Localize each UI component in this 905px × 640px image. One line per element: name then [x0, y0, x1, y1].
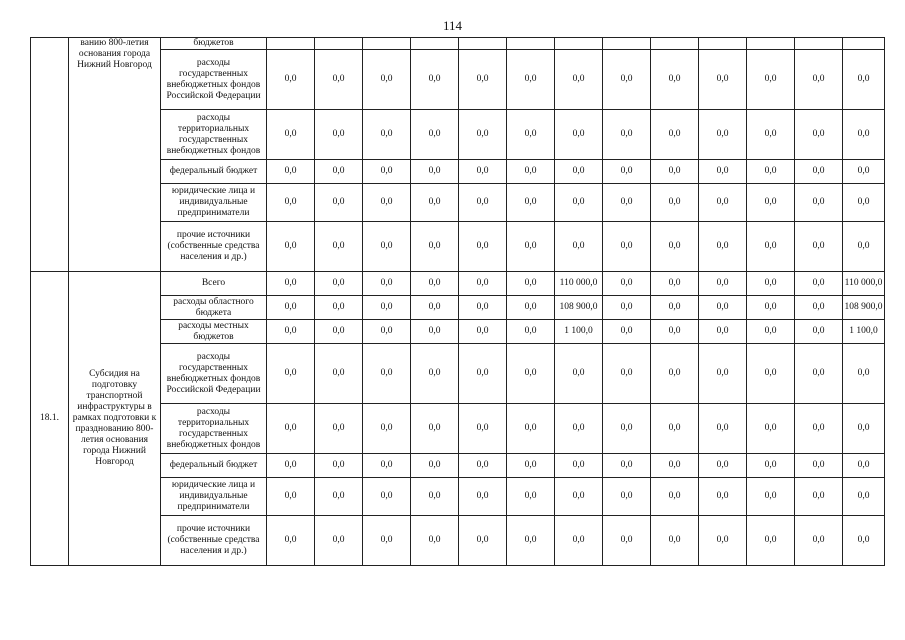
funding-source-label: юридические лица и индивидуальные предприниматели	[161, 184, 267, 222]
block-1	[31, 38, 885, 272]
value-cell: 0,0	[555, 454, 603, 478]
value-cell: 0,0	[603, 160, 651, 184]
value-cell: 0,0	[459, 516, 507, 566]
value-cell: 0,0	[699, 320, 747, 344]
value-cell: 0,0	[747, 516, 795, 566]
value-cell: 0,0	[843, 50, 885, 110]
value-cell: 0,0	[411, 454, 459, 478]
value-cell: 0,0	[555, 516, 603, 566]
value-cell: 0,0	[651, 404, 699, 454]
value-cell: 0,0	[603, 110, 651, 160]
value-cell: 0,0	[795, 222, 843, 272]
value-cell: 0,0	[747, 454, 795, 478]
value-cell: 0,0	[267, 272, 315, 296]
value-cell: 0,0	[843, 478, 885, 516]
funding-source-label: расходы местных бюджетов	[161, 320, 267, 344]
value-cell: 0,0	[603, 320, 651, 344]
value-cell: 0,0	[795, 296, 843, 320]
value-cell: 0,0	[747, 272, 795, 296]
value-cell: 0,0	[651, 160, 699, 184]
value-cell: 0,0	[411, 404, 459, 454]
value-cell: 0,0	[699, 296, 747, 320]
value-cell: 0,0	[795, 516, 843, 566]
value-cell: 0,0	[315, 320, 363, 344]
value-cell: 0,0	[363, 160, 411, 184]
value-cell: 0,0	[507, 404, 555, 454]
value-cell: 0,0	[507, 160, 555, 184]
value-cell: 0,0	[795, 320, 843, 344]
value-cell	[603, 38, 651, 50]
value-cell: 0,0	[459, 296, 507, 320]
value-cell: 0,0	[747, 184, 795, 222]
value-cell: 0,0	[555, 404, 603, 454]
value-cell: 0,0	[699, 50, 747, 110]
value-cell: 0,0	[363, 454, 411, 478]
value-cell: 0,0	[699, 478, 747, 516]
value-cell: 0,0	[315, 516, 363, 566]
funding-source-label: прочие источники (собственные средства населения и др.)	[161, 516, 267, 566]
value-cell: 0,0	[267, 454, 315, 478]
value-cell: 0,0	[315, 184, 363, 222]
value-cell: 0,0	[555, 50, 603, 110]
value-cell: 0,0	[795, 478, 843, 516]
value-cell: 0,0	[459, 344, 507, 404]
value-cell: 0,0	[411, 222, 459, 272]
value-cell: 0,0	[267, 296, 315, 320]
value-cell	[363, 38, 411, 50]
value-cell: 0,0	[363, 222, 411, 272]
value-cell: 0,0	[651, 296, 699, 320]
value-cell: 110 000,0	[555, 272, 603, 296]
value-cell: 0,0	[843, 184, 885, 222]
item-name: ванию 800-летия основания города Нижний Новгород	[69, 38, 161, 272]
value-cell: 0,0	[459, 454, 507, 478]
value-cell: 0,0	[267, 478, 315, 516]
value-cell: 0,0	[507, 296, 555, 320]
value-cell: 0,0	[363, 344, 411, 404]
value-cell: 0,0	[363, 272, 411, 296]
value-cell: 0,0	[603, 222, 651, 272]
value-cell	[843, 38, 885, 50]
value-cell: 0,0	[267, 344, 315, 404]
value-cell: 0,0	[699, 222, 747, 272]
funding-source-label: расходы государственных внебюджетных фондов Российской Федерации	[161, 50, 267, 110]
funding-source-label: расходы территориальных государственных внебюджетных фондов	[161, 110, 267, 160]
value-cell: 0,0	[747, 478, 795, 516]
value-cell	[507, 38, 555, 50]
value-cell: 0,0	[315, 344, 363, 404]
value-cell: 0,0	[267, 320, 315, 344]
value-cell: 0,0	[363, 478, 411, 516]
value-cell	[459, 38, 507, 50]
value-cell: 0,0	[843, 344, 885, 404]
value-cell: 0,0	[651, 110, 699, 160]
value-cell: 0,0	[315, 404, 363, 454]
value-cell: 0,0	[459, 272, 507, 296]
value-cell: 0,0	[699, 110, 747, 160]
value-cell: 0,0	[555, 184, 603, 222]
value-cell: 0,0	[843, 222, 885, 272]
funding-source-label: прочие источники (собственные средства населения и др.)	[161, 222, 267, 272]
value-cell: 0,0	[411, 320, 459, 344]
item-name: Субсидия на подготовку транспортной инфраструктуры в рамках подготовки к празднованию 800-летия основания города Нижний Новгород	[69, 272, 161, 566]
value-cell: 0,0	[699, 454, 747, 478]
value-cell: 0,0	[843, 516, 885, 566]
funding-source-label: Всего	[161, 272, 267, 296]
value-cell: 0,0	[603, 404, 651, 454]
value-cell: 0,0	[267, 516, 315, 566]
value-cell: 0,0	[507, 272, 555, 296]
value-cell: 0,0	[795, 184, 843, 222]
value-cell: 0,0	[603, 344, 651, 404]
value-cell: 0,0	[603, 184, 651, 222]
value-cell: 0,0	[747, 344, 795, 404]
value-cell: 0,0	[603, 50, 651, 110]
value-cell: 0,0	[507, 478, 555, 516]
value-cell: 0,0	[267, 404, 315, 454]
value-cell: 0,0	[459, 50, 507, 110]
value-cell: 0,0	[507, 50, 555, 110]
value-cell	[315, 38, 363, 50]
value-cell: 108 900,0	[843, 296, 885, 320]
value-cell: 0,0	[699, 404, 747, 454]
table-row	[31, 272, 885, 296]
value-cell	[267, 38, 315, 50]
value-cell: 0,0	[363, 296, 411, 320]
value-cell: 0,0	[315, 110, 363, 160]
value-cell: 0,0	[603, 516, 651, 566]
value-cell: 0,0	[411, 344, 459, 404]
value-cell: 0,0	[795, 50, 843, 110]
value-cell: 0,0	[507, 516, 555, 566]
value-cell: 0,0	[507, 344, 555, 404]
value-cell: 0,0	[747, 404, 795, 454]
value-cell: 1 100,0	[555, 320, 603, 344]
value-cell: 0,0	[459, 478, 507, 516]
block-2	[31, 272, 885, 566]
value-cell: 0,0	[267, 184, 315, 222]
funding-source-label: федеральный бюджет	[161, 160, 267, 184]
funding-source-label: расходы областного бюджета	[161, 296, 267, 320]
value-cell	[747, 38, 795, 50]
value-cell: 0,0	[363, 320, 411, 344]
budget-table	[30, 37, 885, 566]
value-cell: 0,0	[651, 478, 699, 516]
value-cell	[795, 38, 843, 50]
value-cell: 0,0	[843, 404, 885, 454]
value-cell: 0,0	[267, 160, 315, 184]
value-cell: 0,0	[411, 160, 459, 184]
value-cell: 0,0	[603, 478, 651, 516]
value-cell: 0,0	[603, 296, 651, 320]
value-cell: 0,0	[363, 50, 411, 110]
value-cell: 0,0	[363, 110, 411, 160]
value-cell: 0,0	[651, 184, 699, 222]
value-cell: 0,0	[651, 516, 699, 566]
value-cell: 0,0	[795, 110, 843, 160]
value-cell: 0,0	[411, 296, 459, 320]
value-cell: 0,0	[507, 320, 555, 344]
value-cell: 0,0	[411, 516, 459, 566]
value-cell: 0,0	[651, 454, 699, 478]
value-cell	[555, 38, 603, 50]
value-cell: 0,0	[315, 272, 363, 296]
value-cell: 0,0	[459, 222, 507, 272]
value-cell: 0,0	[315, 222, 363, 272]
value-cell: 110 000,0	[843, 272, 885, 296]
value-cell: 0,0	[411, 50, 459, 110]
value-cell: 0,0	[555, 160, 603, 184]
value-cell	[411, 38, 459, 50]
value-cell: 108 900,0	[555, 296, 603, 320]
value-cell: 0,0	[267, 110, 315, 160]
value-cell: 0,0	[555, 344, 603, 404]
value-cell: 0,0	[555, 222, 603, 272]
funding-source-label: федеральный бюджет	[161, 454, 267, 478]
value-cell: 0,0	[507, 454, 555, 478]
value-cell: 0,0	[651, 272, 699, 296]
value-cell	[699, 38, 747, 50]
page-number: 114	[442, 18, 463, 33]
value-cell: 0,0	[555, 478, 603, 516]
value-cell: 0,0	[363, 516, 411, 566]
value-cell: 0,0	[459, 320, 507, 344]
value-cell: 0,0	[603, 454, 651, 478]
value-cell: 0,0	[267, 50, 315, 110]
value-cell: 0,0	[507, 222, 555, 272]
value-cell: 0,0	[747, 320, 795, 344]
table-row	[31, 38, 885, 50]
value-cell	[651, 38, 699, 50]
value-cell: 0,0	[747, 110, 795, 160]
value-cell: 0,0	[411, 110, 459, 160]
value-cell: 0,0	[795, 454, 843, 478]
item-index: 18.1.	[31, 272, 69, 566]
value-cell: 0,0	[795, 344, 843, 404]
value-cell: 0,0	[651, 50, 699, 110]
value-cell: 0,0	[315, 296, 363, 320]
value-cell: 0,0	[699, 272, 747, 296]
value-cell: 0,0	[699, 184, 747, 222]
value-cell: 0,0	[363, 404, 411, 454]
value-cell: 0,0	[747, 222, 795, 272]
value-cell: 0,0	[747, 160, 795, 184]
value-cell: 0,0	[843, 454, 885, 478]
value-cell: 0,0	[795, 160, 843, 184]
value-cell: 0,0	[699, 160, 747, 184]
value-cell: 0,0	[795, 404, 843, 454]
value-cell: 0,0	[411, 272, 459, 296]
value-cell: 0,0	[459, 184, 507, 222]
value-cell: 0,0	[747, 296, 795, 320]
value-cell: 0,0	[507, 110, 555, 160]
value-cell: 0,0	[267, 222, 315, 272]
value-cell: 0,0	[795, 272, 843, 296]
value-cell: 0,0	[651, 222, 699, 272]
funding-source-label: расходы территориальных государственных внебюджетных фондов	[161, 404, 267, 454]
funding-source-label: бюджетов	[161, 38, 267, 50]
value-cell: 0,0	[459, 160, 507, 184]
item-index	[31, 38, 69, 272]
value-cell: 0,0	[843, 110, 885, 160]
value-cell: 0,0	[843, 160, 885, 184]
value-cell: 1 100,0	[843, 320, 885, 344]
value-cell: 0,0	[315, 454, 363, 478]
value-cell: 0,0	[363, 184, 411, 222]
value-cell: 0,0	[603, 272, 651, 296]
value-cell: 0,0	[507, 184, 555, 222]
funding-source-label: расходы государственных внебюджетных фондов Российской Федерации	[161, 344, 267, 404]
value-cell: 0,0	[699, 344, 747, 404]
value-cell: 0,0	[651, 344, 699, 404]
funding-source-label: юридические лица и индивидуальные предприниматели	[161, 478, 267, 516]
value-cell: 0,0	[459, 110, 507, 160]
value-cell: 0,0	[315, 160, 363, 184]
value-cell: 0,0	[651, 320, 699, 344]
value-cell: 0,0	[411, 184, 459, 222]
value-cell: 0,0	[747, 50, 795, 110]
value-cell: 0,0	[555, 110, 603, 160]
value-cell: 0,0	[411, 478, 459, 516]
value-cell: 0,0	[459, 404, 507, 454]
value-cell: 0,0	[315, 478, 363, 516]
value-cell: 0,0	[315, 50, 363, 110]
value-cell: 0,0	[699, 516, 747, 566]
